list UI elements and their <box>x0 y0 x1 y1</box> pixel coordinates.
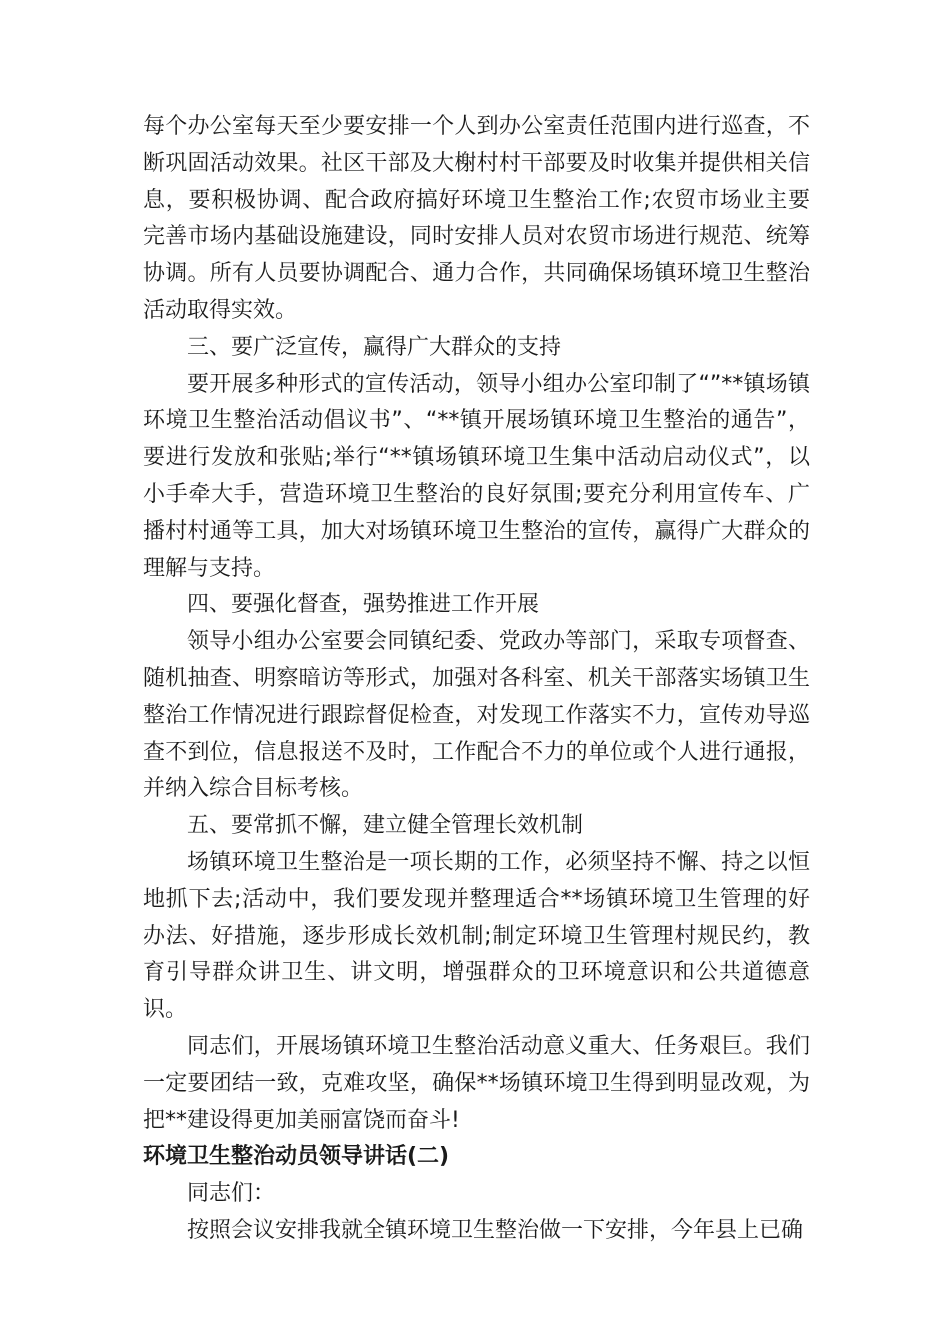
heading-section-3: 三、要广泛宣传，赢得广大群众的支持 <box>187 334 562 360</box>
section-title: 环境卫生整治动员领导讲话(二) <box>143 1144 450 1170</box>
last-paragraph: 按照会议安排我就全镇环境卫生整治做一下安排，今年县上已确 <box>187 1217 804 1243</box>
paragraph-4: 领导小组办公室要会同镇纪委、党政办等部门，采取专项督查、随机抽查、明察暗访等形式，加强对各科室、机关干部落实场镇卫生整治工作情况进行跟踪督促检查，对发现工作落实不力，宣传劝导巡查不到位，信息报送不及时，工作配合不力的单位或个人进行通报，并纳入综合目标考核。 <box>143 629 810 802</box>
paragraph-closing: 同志们，开展场镇环境卫生整治活动意义重大、任务艰巨。我们一定要团结一致，克难攻坚，确保**场镇环境卫生得到明显改观，为把**建设得更加美丽富饶而奋斗! <box>143 1033 810 1133</box>
paragraph-5: 场镇环境卫生整治是一项长期的工作，必须坚持不懈、持之以恒地抓下去;活动中，我们要发现并整理适合**场镇环境卫生管理的好办法、好措施，逐步形成长效机制;制定环境卫生管理村规民约，教育引导群众讲卫生、讲文明，增强群众的卫环境意识和公共道德意识。 <box>143 849 810 1023</box>
heading-section-5: 五、要常抓不懈，建立健全管理长效机制 <box>187 813 584 839</box>
document-page <box>143 109 810 1250</box>
heading-section-4: 四、要强化督查，强势推进工作开展 <box>187 592 540 618</box>
paragraph-3: 要开展多种形式的宣传活动，领导小组办公室印制了“”**镇场镇环境卫生整治活动倡议书”、“**镇开展场镇环境卫生整治的通告”，要进行发放和张贴;举行“**镇场镇环境卫生集中活动启动仪式”，以小手牵大手，营造环境卫生整治的良好氛围;要充分利用宣传车、广播村村通等工具，加大对场镇环境卫生整治的宣传，赢得广大群众的理解与支持。 <box>143 371 810 581</box>
greeting: 同志们： <box>187 1181 276 1207</box>
paragraph-1: 每个办公室每天至少要安排一个人到办公室责任范围内进行巡查，不断巩固活动效果。社区干部及大榭村村干部要及时收集并提供相关信息，要积极协调、配合政府搞好环境卫生整治工作;农贸市场业主要完善市场内基础设施建设，同时安排人员对农贸市场进行规范、统筹协调。所有人员要协调配合、通力合作，共同确保场镇环境卫生整治活动取得实效。 <box>143 114 810 323</box>
